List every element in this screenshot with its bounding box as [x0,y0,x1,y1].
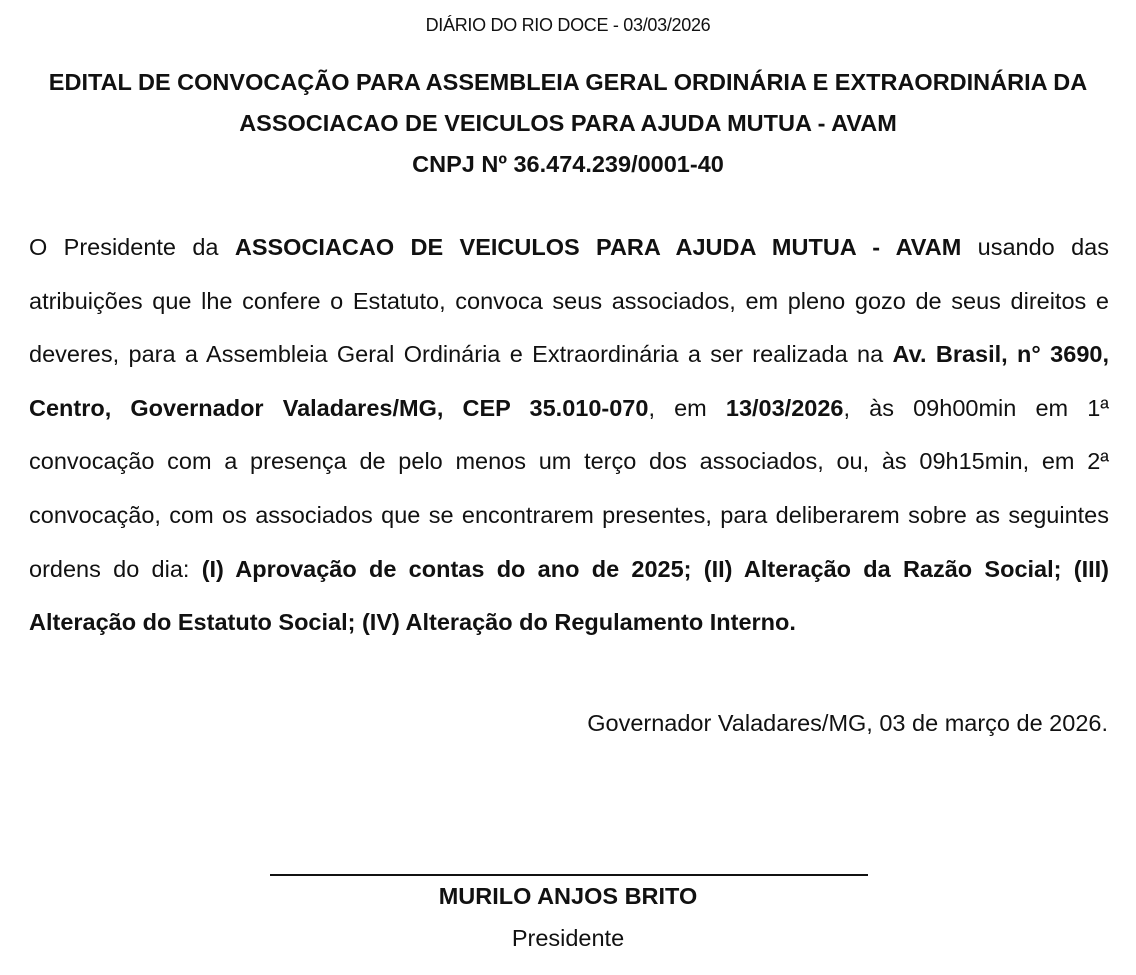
title-line-2: ASSOCIACAO DE VEICULOS PARA AJUDA MUTUA - AVAM [239,110,897,136]
publication-header: DIÁRIO DO RIO DOCE - 03/03/2026 [425,15,711,35]
notice-body [29,221,1109,650]
title-line-3: CNPJ Nº 36.474.239/0001-40 [412,151,724,177]
signer-name: MURILO ANJOS BRITO [438,883,698,909]
notice-title [20,62,1116,185]
body-address: Av. Brasil, n° 3690, Centro, Governador Valadares/MG, CEP 35.010-070 [29,341,1109,421]
title-line-1: EDITAL DE CONVOCAÇÃO PARA ASSEMBLEIA GERAL ORDINÁRIA E EXTRAORDINÁRIA DA [48,69,1088,95]
body-intro: O Presidente da [29,234,235,260]
signer-role: Presidente [511,925,625,951]
place-and-date: Governador Valadares/MG, 03 de março de 2026. [587,710,1108,736]
body-agenda: (I) Aprovação de contas do ano de 2025; (II) Alteração da Razão Social; (III) Alteração do Estatuto Social; (IV) Alteração do Regulamento Interno. [29,555,1109,636]
body-association-name: ASSOCIACAO DE VEICULOS PARA AJUDA MUTUA - AVAM [234,234,962,260]
body-text-2: , em [648,394,726,421]
signature-line [270,874,868,876]
body-text-3: , às 09h00min em 1ª convocação com a presença de pelo menos um terço dos associados, ou, às 09h15min, em 2ª convocação, com os associados que se encontrarem presentes, para deliberarem sobre as seguintes ordens do dia: [29,394,1109,582]
body-meeting-date: 13/03/2026 [725,394,844,421]
body-text-1: usando das atribuições que lhe confere o Estatuto, convoca seus associados, em pleno gozo de seus direitos e deveres, para a Assembleia Geral Ordinária e Extraordinária a ser realizada na [29,234,1109,368]
